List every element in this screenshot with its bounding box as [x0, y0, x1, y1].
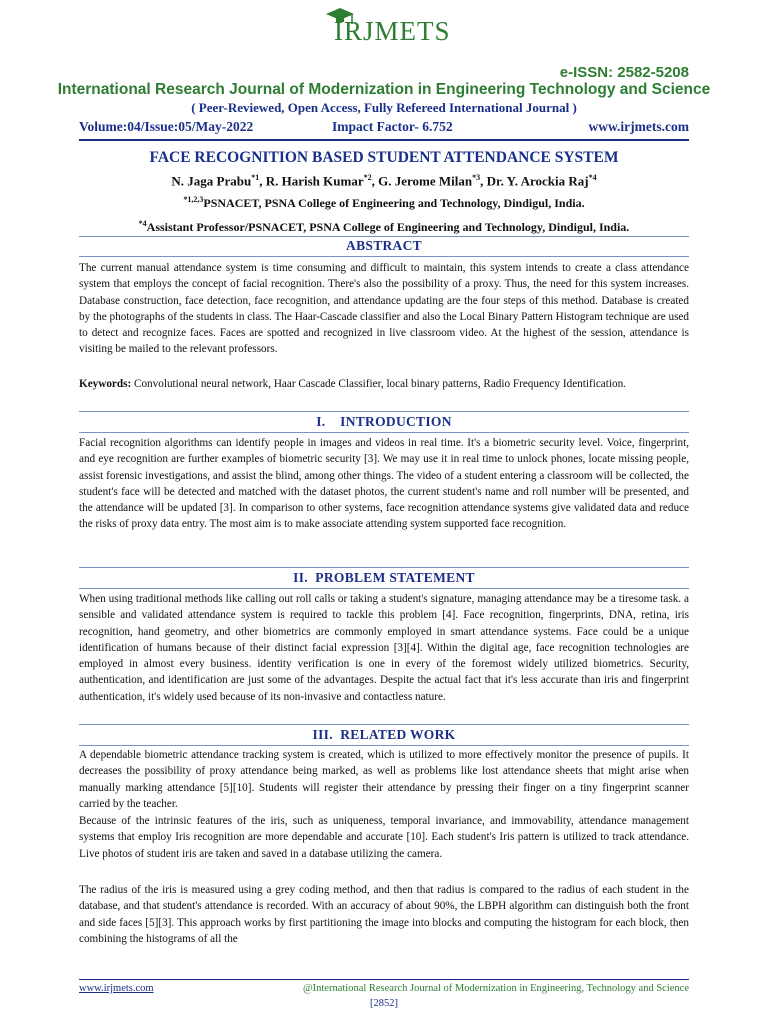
impact-factor: Impact Factor- 6.752: [332, 119, 453, 134]
section-divider: [79, 411, 689, 412]
peer-review-note: ( Peer-Reviewed, Open Access, Fully Refereed International Journal ): [191, 100, 577, 115]
volume-info: Volume:04/Issue:05/May-2022: [79, 119, 254, 134]
section-divider: [79, 567, 689, 568]
affiliation-1: $^{*1,2,3}$PSNACET, PSNA College of Engineering and Technology, Dindigul, India.: [183, 195, 585, 210]
author: R. Harish Kumar: [265, 173, 364, 189]
section-divider: [79, 724, 689, 725]
logo-text: IRJMETS: [334, 16, 451, 46]
introduction-heading: I. INTRODUCTION: [316, 414, 452, 429]
page-number: [2852]: [370, 998, 398, 1009]
abstract-heading: ABSTRACT: [346, 238, 422, 253]
eissn: e-ISSN: 2582-5208: [559, 64, 689, 81]
journal-logo: [296, 6, 476, 48]
author: N. Jaga Prabu: [171, 173, 252, 189]
paper-title: FACE RECOGNITION BASED STUDENT ATTENDANCE SYSTEM: [149, 149, 619, 166]
introduction-text: Facial recognition algorithms can identify people in images and videos in real time. It's a biometric security level. Voice, fingerprint, and eye recognition are further examples of biometric security [3]. We may use it in real time to unlock phones, locate missing people, assist forensic investigations, and assist the blind, among other things. The video of a student entering a classroom will be collected, the student's face will be detected and matched with the dataset photos, the current student's name and roll number will be presented, and the attendance will be updated [3]. In comparison to other systems, face recognition attendance systems give validated data and reduce the risks of proxy data entry. The most aim is to make associate attending system supported face recognition.: [79, 437, 689, 531]
section-divider: [79, 236, 689, 237]
header-website[interactable]: www.irjmets.com: [588, 119, 689, 134]
keywords-text: Convolutional neural network, Haar Cascade Classifier, local binary patterns, Radio Frequency Identification.: [131, 378, 626, 390]
keywords: [79, 376, 689, 392]
volume-row: [79, 119, 689, 137]
footer-divider: [79, 979, 689, 980]
author: G. Jerome Milan: [378, 173, 473, 189]
abstract-text: The current manual attendance system is time consuming and difficult to maintain, this system intends to create a class attendance system that employs the concept of facial recognition. There's also the possibility of a proxy. Thus, the need for this system increases. Database construction, face detection, face recognition, and attendance updating are the four steps of this method. Database is created by the photographs of the students in class. The Haar-Cascade classifier and also the Local Binary Pattern Histogram technique are used to detect and recognize faces. Faces are spotted and recognized in live classroom video. At the highest of the session, attendance is visiting be mailed to the relevant professors.: [79, 262, 689, 356]
journal-name: International Research Journal of Modernization in Engineering Technology and Science: [57, 81, 711, 98]
author: Dr. Y. Arockia Raj: [486, 173, 589, 189]
section-divider: [79, 432, 689, 433]
related-work-paragraph-2: Because of the intrinsic features of the iris, such as uniqueness, temporal invariance, and immovability, attendance management systems that employ Iris recognition are more dependable and accurate [10]. Each student's Iris pattern is utilized to track attendance. Live photos of student iris are taken and saved in a database utilizing the camera.: [79, 815, 689, 860]
related-work-paragraph-3: The radius of the iris is measured using a grey coding method, and then that radius is compared to the radius of each student in the database, and that student's attendance is recorded. With an accuracy of about 90%, the LBPH algorithm can distinguish both the front and side faces [5][3]. This approach works by first partitioning the image into blocks and computing the histogram for each block, then combining the histograms of all the: [79, 884, 689, 945]
problem-text: When using traditional methods like calling out roll calls or taking a student's signature, managing attendance may be a tiresome task. a sensible and validated attendance system is required to tackle this problem [4]. Face recognition, fingerprints, DNA, retina, iris recognition, hand geometry, and other biometrics are commonly employed in smart attendance systems. Face could be a unique identification of humans because of their distinct facial expression [3][4]. Within the digital age, face recognition technologies are employed in almost every business. identity verification is one in every of the foremost widely utilized biometrics. Security, authentication, and identification are just some of the advantages. Despite the actual fact that it's less accurate than iris and fingerprint authentication, it's widely used because of its non-invasive and contactless nature.: [79, 593, 689, 703]
author-list: N. Jaga Prabu$^{*1}$, R. Harish Kumar$^{*2}$, G. Jerome Milan$^{*3}$, Dr. Y. Arockia Raj$^{*4}$: [171, 173, 597, 189]
header-divider: [79, 139, 689, 141]
problem-heading: II. PROBLEM STATEMENT: [293, 570, 475, 585]
related-work-paragraph-1: A dependable biometric attendance tracking system is created, which is utilized to more effectively monitor the presence of pupils. It decreases the possibility of proxy attendance being marked, as well as problems like lost attendance sheets that might arise when manually marking attendance [5][10]. Students will register their attendance by pressing their finger on a tiny fingerprint scanner carried by the teacher.: [79, 749, 689, 810]
affiliation-2: $^{*4}$Assistant Professor/PSNACET, PSNA College of Engineering and Technology, Dindigul, India.: [138, 219, 630, 234]
related-work-heading: III. RELATED WORK: [312, 727, 456, 742]
footer-copyright: @International Research Journal of Modernization in Engineering, Technology and Science: [302, 983, 689, 994]
keywords-label: Keywords:: [79, 378, 132, 390]
section-divider: [79, 745, 689, 746]
footer-website-link[interactable]: www.irjmets.com: [79, 983, 154, 994]
section-divider: [79, 588, 689, 589]
section-divider: [79, 256, 689, 257]
